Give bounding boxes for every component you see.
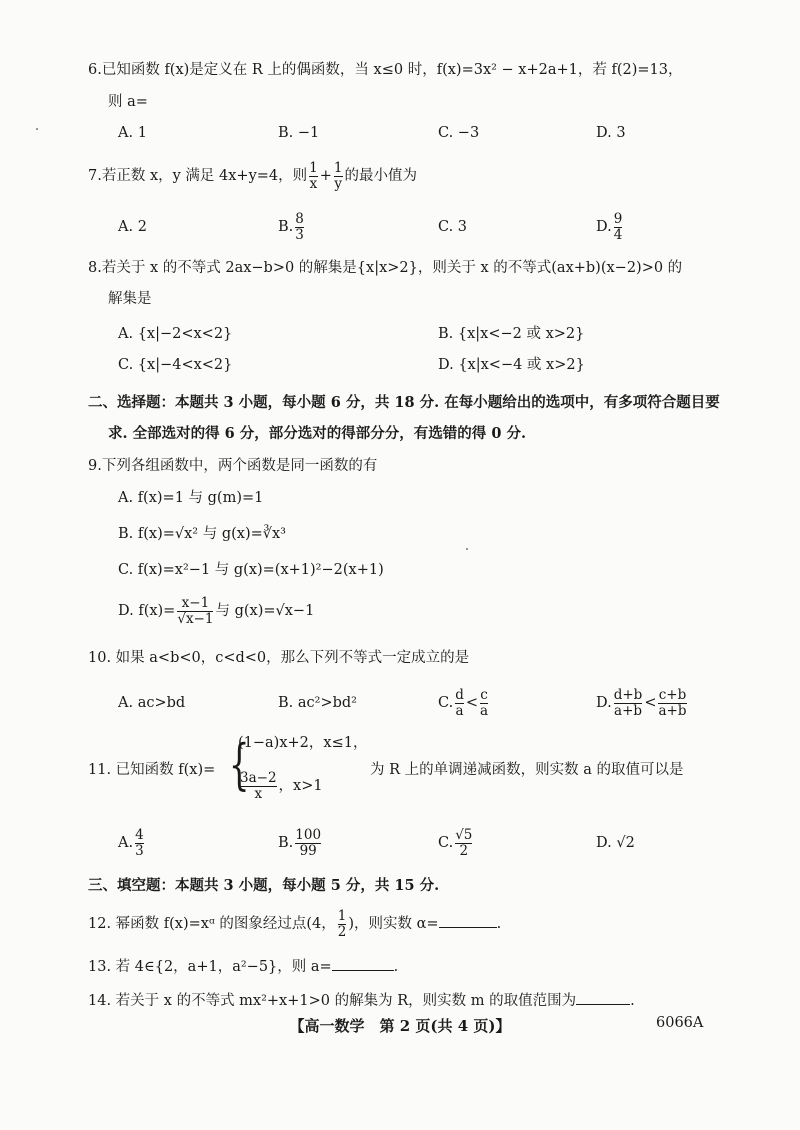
q9-option-d-prefix: D. f(x)= [118,603,176,619]
footer-code: 6066A [656,1015,704,1031]
q8-option-a: A. {x|−2<x<2} [118,326,233,342]
q10-options [0,686,800,720]
q10-option-c-left-num: d [455,686,464,703]
q9-option-d-den: √x−1 [177,610,214,627]
q7-option-a: A. 2 [118,219,147,235]
q13-end: . [393,959,399,975]
q9-option-b: B. f(x)=√x² 与 g(x)=∛x³ [118,526,286,542]
q11-case2-num: 3a−2 [240,769,277,786]
q10-option-d [596,686,689,720]
scan-speck [466,548,468,550]
q10-option-d-left [614,688,643,719]
q11-case2 [238,770,323,802]
q11-option-a-num: 4 [135,826,144,843]
piecewise-brace-icon: { [228,733,250,796]
q11-option-b-fraction [295,828,321,859]
q8-options-row2 [0,348,800,382]
q9-option-a: A. f(x)=1 与 g(m)=1 [118,490,264,506]
q9-option-d [118,594,314,628]
q11-case2-fraction [240,771,277,802]
q11-option-b-den: 99 [295,843,321,859]
q11-option-d: D. √2 [596,835,635,851]
q12-end: . [496,916,502,932]
q6-stem-line1: 6.已知函数 f(x)是定义在 R 上的偶函数，当 x≤0 时，f(x)=3x² − x+2a+1，若 f(2)=13， [88,62,683,78]
q9-stem: 9.下列各组函数中，两个函数是同一函数的有 [88,458,378,474]
q10-option-c-rel: < [465,695,478,711]
q8-stem-line2: 解集是 [108,291,152,307]
q12-point-open: (4， [306,916,336,932]
q8-stem-line1: 8.若关于 x 的不等式 2ax−b>0 的解集是{x|x>2}，则关于 x 的不等式(ax+b)(x−2)>0 的 [88,260,683,276]
q11-case2-cond: ，x>1 [278,778,323,794]
q8-options-row1 [0,317,800,351]
q10-option-c-right [480,688,488,719]
q11-option-c-label: C. [438,835,454,851]
q12-suffix: ，则实数 α= [354,916,439,932]
q14 [88,990,635,1011]
q8-option-c: C. {x|−4<x<2} [118,357,233,373]
q11-option-a-label: A. [118,835,134,851]
q7-option-c: C. 3 [438,219,468,235]
scan-speck [36,128,38,130]
q7-option-d [596,210,624,244]
q12-point-num: 1 [337,907,347,924]
q12-point-den: 2 [337,923,347,940]
q7-option-d-label: D. [596,219,612,235]
q11-option-c-den: 2 [455,843,472,859]
q13-prefix: 13. 若 4∈{2，a+1，a²−5}，则 a= [88,959,332,975]
q8-option-b: B. {x|x<−2 或 x>2} [438,326,585,342]
q7-option-b [278,210,306,244]
q7-stem-prefix: 7.若正数 x，y 满足 4x+y=4，则 [88,168,308,184]
footer-title: 【高一数学 第 2 页(共 4 页)】 [289,1017,511,1035]
q11-option-b-num: 100 [295,826,322,843]
q11-options [0,826,800,860]
q12 [88,908,501,940]
q10-option-c [438,686,490,720]
q7-option-d-num: 9 [613,210,623,227]
section2-heading-line1: 二、选择题：本题共 3 小题，每小题 6 分，共 18 分. 在每小题给出的选项中，有多项符合题目要 [88,394,720,411]
q7-f2-den: y [334,175,343,192]
q6-option-b: B. −1 [278,125,320,141]
q7-fraction-1-over-x [309,161,318,192]
q13 [88,956,398,977]
q10-option-a: A. ac>bd [118,695,186,711]
q11-option-b-label: B. [278,835,294,851]
q11-option-c [438,826,474,860]
q13-answer-blank[interactable] [332,956,394,971]
q6-option-c: C. −3 [438,125,480,141]
q7-option-d-den: 4 [613,226,623,243]
q12-point-close: ) [348,916,355,932]
q10-option-c-right-num: c [480,686,488,703]
q7-option-b-den: 3 [295,226,304,243]
q10-option-d-left-num: d+b [613,686,643,703]
q7-fraction-1-over-y [334,161,343,192]
q12-answer-blank[interactable] [439,913,497,928]
q7-option-d-fraction [614,212,623,243]
q10-option-d-label: D. [596,695,612,711]
q10-option-d-right [658,688,686,719]
q7-option-b-num: 8 [295,210,304,227]
q7-stem [88,160,417,192]
q7-f2-num: 1 [333,159,343,176]
q11-option-c-num: √5 [455,826,473,843]
q10-option-d-left-den: a+b [614,702,643,719]
q11-option-c-fraction [455,828,472,859]
q6-option-a: A. 1 [118,125,147,141]
q10-option-c-label: C. [438,695,454,711]
section2-heading-line2: 求. 全部选对的得 6 分，部分选对的得部分分，有选错的得 0 分. [108,425,527,442]
q9-option-d-num: x−1 [181,594,210,611]
q6-stem-line2: 则 a= [108,94,148,110]
q14-answer-blank[interactable] [576,990,630,1005]
q11-option-a-den: 3 [135,842,144,859]
q10-option-c-right-den: a [480,702,489,719]
q14-end: . [630,993,635,1009]
q6-option-d: D. 3 [596,125,626,141]
q7-option-b-label: B. [278,219,294,235]
q7-options [0,210,800,244]
q11-option-a [118,826,146,860]
q9-option-d-suffix: 与 g(x)=√x−1 [215,603,315,619]
q7-plus: + [319,168,332,184]
q10-option-c-left-den: a [455,702,464,719]
q11-option-a-fraction [135,828,144,859]
q11-stem-prefix: 11. 已知函数 f(x)= [88,762,216,778]
q14-prefix: 14. 若关于 x 的不等式 mx²+x+1>0 的解集为 R，则实数 m 的取值范围为 [88,993,577,1009]
q7-option-b-fraction [295,212,304,243]
q6-options [0,116,800,150]
q10-stem: 10. 如果 a<b<0，c<d<0，那么下列不等式一定成立的是 [88,650,470,666]
q9-option-d-fraction [177,596,213,627]
q10-option-b: B. ac²>bd² [278,695,357,711]
q11-case2-den: x [240,786,277,802]
q10-option-c-left [455,688,464,719]
q10-option-d-right-den: a+b [658,702,687,719]
q8-option-d: D. {x|x<−4 或 x>2} [438,357,585,373]
q11-stem-suffix: 为 R 上的单调递减函数，则实数 a 的取值可以是 [370,762,684,778]
q11-option-b [278,826,323,860]
q7-stem-suffix: 的最小值为 [344,168,417,184]
q10-option-d-right-num: c+b [658,686,687,703]
q9-option-c: C. f(x)=x²−1 与 g(x)=(x+1)²−2(x+1) [118,562,384,578]
q7-f1-den: x [309,175,318,192]
q11-case1: (1−a)x+2，x≤1， [238,735,368,751]
q12-point-fraction [338,909,347,940]
q7-f1-num: 1 [309,159,318,176]
q12-prefix: 12. 幂函数 f(x)=xᵅ 的图象经过点 [88,916,307,932]
q10-option-d-rel: < [644,695,657,711]
section3-heading: 三、填空题：本题共 3 小题，每小题 5 分，共 15 分. [88,877,440,894]
